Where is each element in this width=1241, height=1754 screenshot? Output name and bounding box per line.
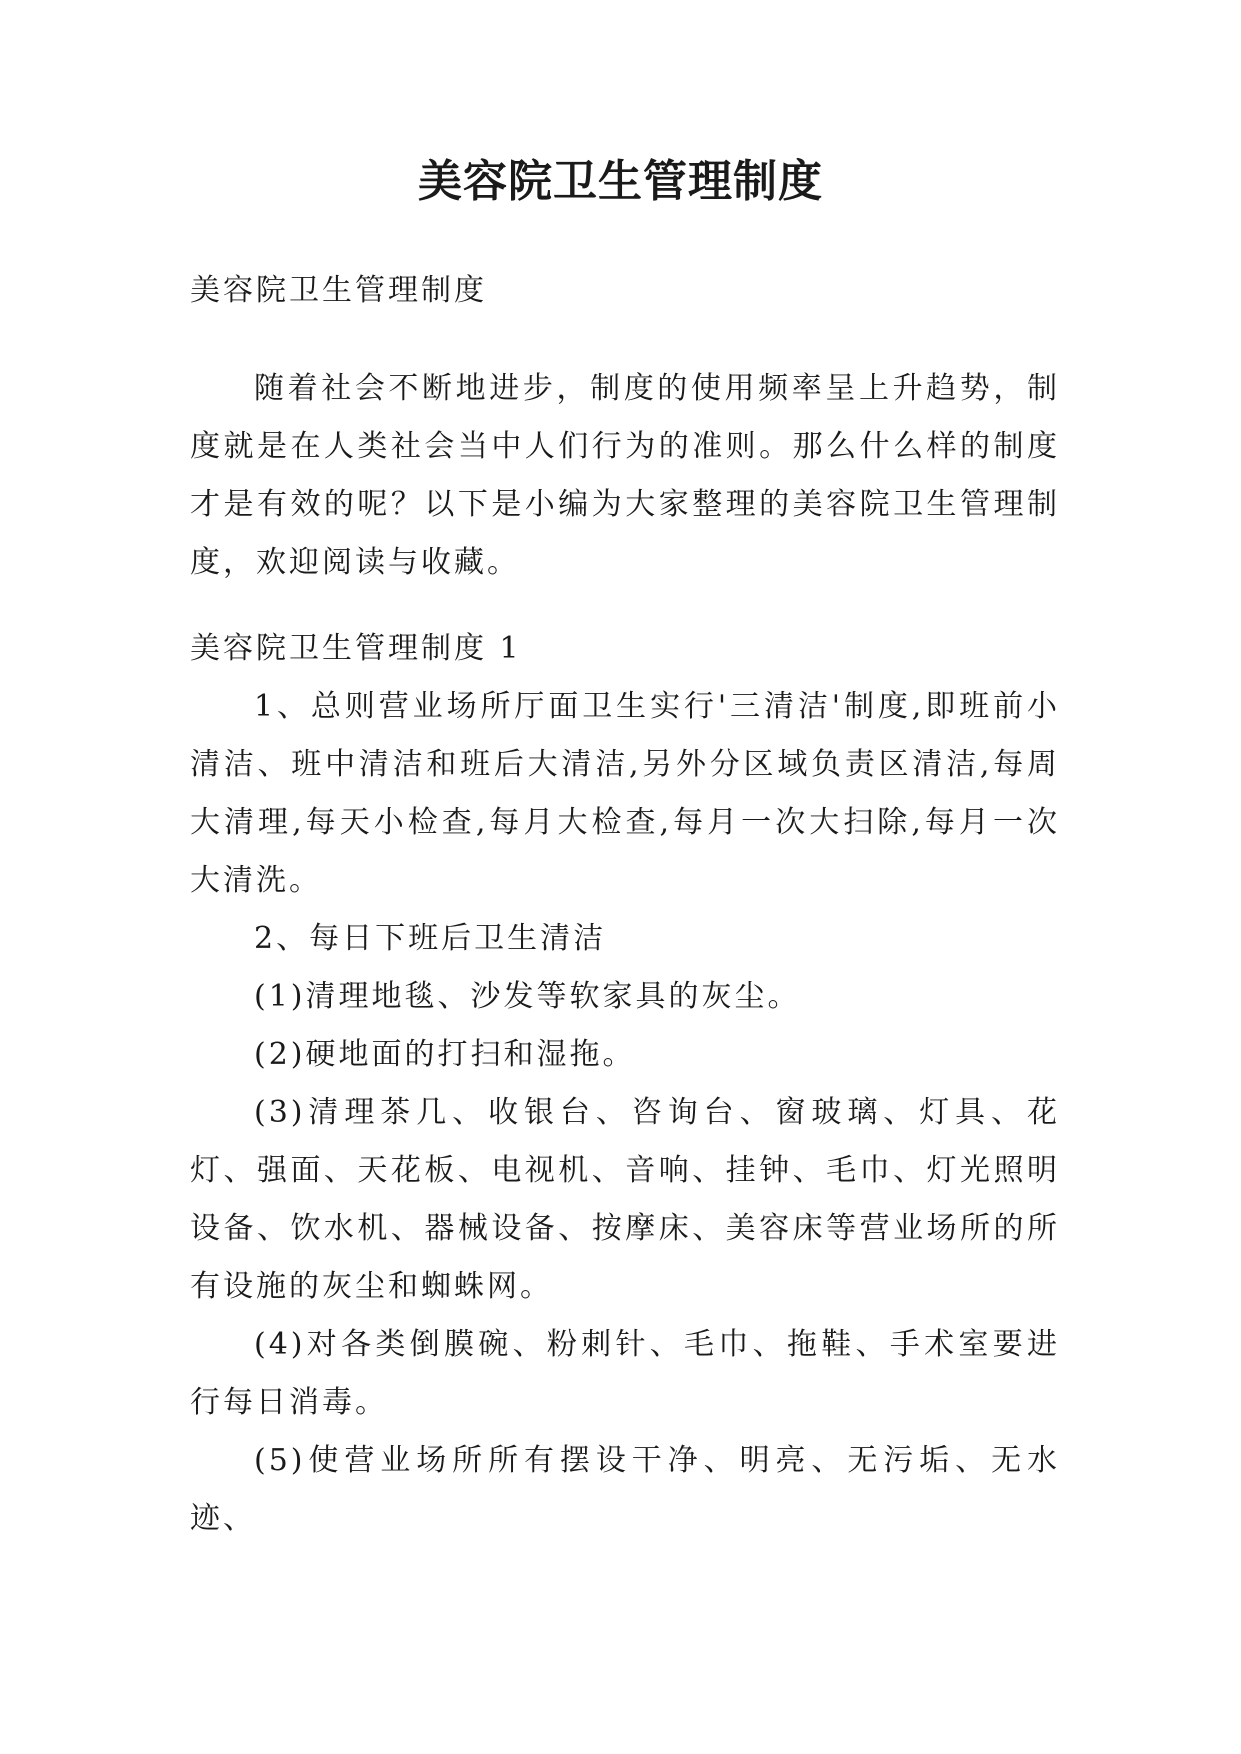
item-sub-2: (2)硬地面的打扫和湿拖。 bbox=[254, 1037, 636, 1072]
item-sub-3: (3)清理茶几、收银台、咨询台、窗玻璃、灯具、花灯、强面、天花板、电视机、音响、挂钟、毛巾、灯光照明设备、饮水机、器械设备、按摩床、美容床等营业场所的所有设施的灰尘和蜘蛛网。 bbox=[190, 1095, 1060, 1304]
document-subtitle: 美容院卫生管理制度 bbox=[190, 273, 487, 308]
item-general-rules: 1、总则营业场所厅面卫生实行'三清洁'制度,即班前小清洁、班中清洁和班后大清洁,另外分区域负责区清洁,每周大清理,每天小检查,每月大检查,每月一次大扫除,每月一次大清洗。 bbox=[190, 689, 1060, 898]
intro-paragraph: 随着社会不断地进步，制度的使用频率呈上升趋势，制度就是在人类社会当中人们行为的准则。那么什么样的制度才是有效的呢？以下是小编为大家整理的美容院卫生管理制度，欢迎阅读与收藏。 bbox=[190, 371, 1060, 580]
section-body bbox=[190, 678, 1060, 1548]
document-title: 美容院卫生管理制度 bbox=[418, 156, 823, 207]
item-daily-cleaning: 2、每日下班后卫生清洁 bbox=[254, 921, 607, 956]
item-sub-1: (1)清理地毯、沙发等软家具的灰尘。 bbox=[254, 979, 801, 1014]
section-heading: 美容院卫生管理制度 1 bbox=[190, 631, 522, 666]
item-sub-4: (4)对各类倒膜碗、粉刺针、毛巾、拖鞋、手术室要进行每日消毒。 bbox=[190, 1327, 1060, 1420]
item-sub-5: (5)使营业场所所有摆设干净、明亮、无污垢、无水迹、 bbox=[190, 1443, 1060, 1536]
